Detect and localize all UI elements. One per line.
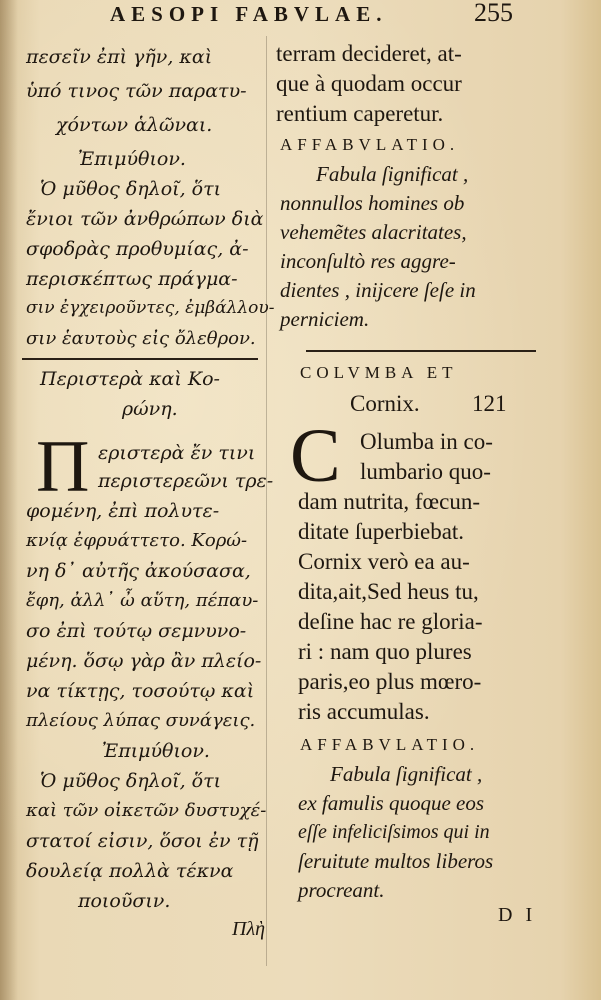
greek-line: εριστερὰ ἔν τινι [98,442,256,464]
greek-line: δουλείᾳ πολλὰ τέκνα [26,860,234,882]
greek-line: πλείους λύπας συνάγεις. [26,710,256,731]
latin-line: dientes , inijcere ſeſe in [280,278,476,302]
greek-line: να τίκτῃς, τοσούτῳ καὶ [26,680,255,702]
gutter-shadow [0,0,18,1000]
latin-line: ex famulis quoque eos [298,791,485,815]
greek-line: ποιοῦσιν. [78,890,171,912]
greek-line: χόντων ἁλῶναι. [56,114,213,136]
affabulatio-heading: AFFABVLATIO. [280,135,460,154]
fable-title: Περιστερὰ καὶ Κο- [40,368,220,390]
column-divider [266,36,267,966]
running-title: AESOPI FABVLAE. [110,2,388,26]
drop-cap: C [290,414,341,498]
latin-line: perniciem. [280,307,370,331]
greek-line: Ὁ μῦθος δηλοῖ, ὅτι [40,770,222,792]
latin-line: ri : nam quo plures [298,639,472,664]
fable-title: COLVMBA ET [300,363,458,382]
section-rule [22,358,258,360]
latin-line: eſſe infeliciſsimos qui in [298,821,490,843]
latin-line: que à quodam occur [276,71,462,96]
section-rule [306,350,536,352]
latin-line: ſeruitute multos liberos [298,849,494,873]
affabulatio-heading: AFFABVLATIO. [300,735,480,754]
greek-line: ἔφη, ἀλλ᾽ ὦ αὕτη, πέπαυ- [26,590,259,611]
latin-line: Fabula ſignificat , [330,762,483,786]
greek-line: μένη. ὅσῳ γὰρ ἂν πλείο- [26,650,262,672]
fable-subtitle: Cornix. [350,391,420,416]
latin-line: dam nutrita, fœcun- [298,489,481,514]
page-number: 255 [474,0,513,27]
drop-cap: Π [36,426,90,508]
latin-line: dita,ait,Sed heus tu, [298,579,479,604]
greek-line: Ὁ μῦθος δηλοῖ, ὅτι [40,178,222,200]
latin-line: lumbario quo- [360,459,491,484]
greek-line: σο ἐπὶ τούτῳ σεμνυνο- [26,620,247,642]
epimythion-heading: Ἐπιμύθιον. [78,148,186,170]
latin-line: Fabula ſignificat , [316,162,469,186]
latin-line: ris accumulas. [298,699,430,724]
epimythion-heading: Ἐπιμύθιον. [102,740,210,762]
greek-line: κνίᾳ ἐφρυάττετο. Κορώ- [26,530,248,551]
latin-line: procreant. [298,878,385,902]
latin-line: rentium caperetur. [276,101,444,126]
catchword: Πλὴ [232,918,266,940]
latin-line: Olumba in co- [360,429,493,454]
latin-line: Cornix verò ea au- [298,549,470,574]
greek-line: ἔνιοι τῶν ἀνθρώπων διὰ [26,208,264,230]
latin-line: nonnullos homines ob [280,191,465,215]
latin-line: vehemẽtes alacritates, [280,220,467,244]
greek-line: πεσεῖν ἐπὶ γῆν, καὶ [26,46,213,68]
greek-line: περιστερεῶνι τρε- [98,470,274,492]
greek-line: περισκέπτως πράγμα- [26,268,238,290]
fable-number: 121 [472,391,507,416]
greek-line: σιν ἑαυτοὺς εἰς ὄλεθρον. [26,328,256,349]
fable-title: ρώνη. [122,398,178,420]
latin-line: inconſultò res aggre- [280,249,456,273]
page-header [0,0,601,28]
greek-line: σιν ἐγχειροῦντες, ἐμβάλλου- [26,298,275,318]
greek-line: καὶ τῶν οἰκετῶν δυστυχέ- [26,800,267,821]
latin-line: terram decideret, at- [276,41,462,66]
latin-line: deſine hac re gloria- [298,609,483,634]
greek-line: στατοί εἰσιν, ὅσοι ἐν τῇ [26,830,259,852]
greek-line: φομένη, ἐπὶ πολυτε- [26,500,220,522]
signature-mark: D I [498,904,537,926]
greek-line: ὑπό τινος τῶν παρατυ- [26,80,247,102]
greek-line: σφοδρὰς προθυμίας, ἀ- [26,238,249,260]
latin-line: paris,eo plus mœro- [298,669,482,694]
latin-line: ditate ſuperbiebat. [298,519,465,544]
greek-line: νη δ᾽ αὐτῆς ἀκούσασα, [26,560,251,582]
